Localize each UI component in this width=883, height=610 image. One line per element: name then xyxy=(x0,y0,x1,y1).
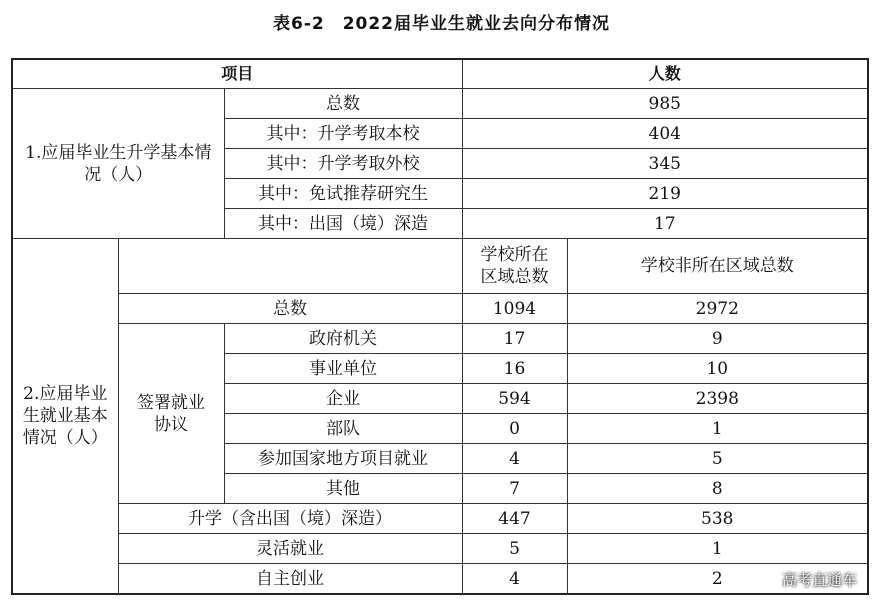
row-value-in: 7 xyxy=(462,474,567,504)
section2-label: 2.应届毕业生就业基本情况（人） xyxy=(12,239,118,595)
row-value: 985 xyxy=(462,89,868,119)
row-value-out: 1 xyxy=(567,534,868,564)
row-label: 总数 xyxy=(118,294,462,324)
table-row xyxy=(12,534,868,564)
row-value: 219 xyxy=(462,179,868,209)
row-value-out: 8 xyxy=(567,474,868,504)
row-label: 灵活就业 xyxy=(118,534,462,564)
row-value-out: 9 xyxy=(567,324,868,354)
watermark: 高考直通车 xyxy=(781,571,857,589)
row-value-in: 16 xyxy=(462,354,567,384)
employment-table xyxy=(11,58,869,595)
row-value: 17 xyxy=(462,209,868,239)
row-label: 其中：升学考取外校 xyxy=(224,149,462,179)
row-value-out: 2398 xyxy=(567,384,868,414)
table-row xyxy=(12,564,868,595)
row-value: 404 xyxy=(462,119,868,149)
row-value-in: 5 xyxy=(462,534,567,564)
col-out-region: 学校非所在区域总数 xyxy=(567,239,868,294)
row-label: 升学（含出国（境）深造） xyxy=(118,504,462,534)
row-value-out: 538 xyxy=(567,504,868,534)
row-label: 其他 xyxy=(224,474,462,504)
table-row xyxy=(12,504,868,534)
signed-label: 签署就业协议 xyxy=(118,324,224,504)
row-value-out: 10 xyxy=(567,354,868,384)
header-item: 项目 xyxy=(12,59,462,89)
row-value-in: 1094 xyxy=(462,294,567,324)
row-label: 其中：升学考取本校 xyxy=(224,119,462,149)
row-label: 参加国家地方项目就业 xyxy=(224,444,462,474)
blank-cell xyxy=(118,239,462,294)
row-value: 345 xyxy=(462,149,868,179)
section2-subheader-row xyxy=(12,239,868,294)
table-title: 表6-2 2022届毕业生就业去向分布情况 xyxy=(272,14,611,34)
row-value-in: 447 xyxy=(462,504,567,534)
col-in-region: 学校所在区域总数 xyxy=(462,239,567,294)
row-label: 其中：出国（境）深造 xyxy=(224,209,462,239)
row-value-in: 4 xyxy=(462,564,567,595)
row-value-in: 0 xyxy=(462,414,567,444)
row-label: 自主创业 xyxy=(118,564,462,595)
section1-label: 1.应届毕业生升学基本情况（人） xyxy=(12,89,224,239)
row-label: 政府机关 xyxy=(224,324,462,354)
row-value-out: 2972 xyxy=(567,294,868,324)
table-row xyxy=(12,294,868,324)
row-label: 企业 xyxy=(224,384,462,414)
table-row xyxy=(12,324,868,354)
table-header-row xyxy=(12,59,868,89)
row-value-in: 4 xyxy=(462,444,567,474)
row-value-out: 1 xyxy=(567,414,868,444)
row-label: 事业单位 xyxy=(224,354,462,384)
row-value-out: 2 xyxy=(567,564,868,595)
row-label: 总数 xyxy=(224,89,462,119)
table-row xyxy=(12,89,868,119)
header-count: 人数 xyxy=(462,59,868,89)
row-value-out: 5 xyxy=(567,444,868,474)
row-value-in: 17 xyxy=(462,324,567,354)
row-label: 部队 xyxy=(224,414,462,444)
row-label: 其中：免试推荐研究生 xyxy=(224,179,462,209)
row-value-in: 594 xyxy=(462,384,567,414)
